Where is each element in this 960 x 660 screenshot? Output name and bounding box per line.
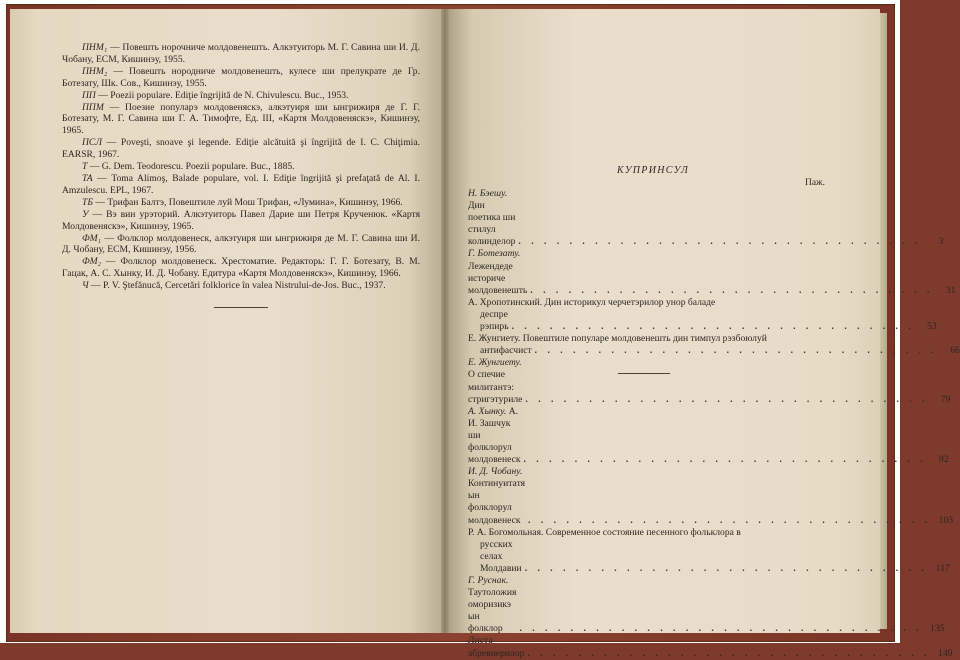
toc-entry: А. Хынку. А. И. Зашчук ши фолклорул молдовенеск . . . . . . . . . . . . . . . . . . . . . . . . . . . . . . . . 92: [468, 405, 949, 466]
toc-page-number: 149: [938, 647, 953, 659]
abbreviation-entry: Т — G. Dem. Teodorescu. Poezii populare. Buc., 1885.: [82, 161, 295, 173]
abbreviation-entry: Ч — P. V. Ştefănucă, Cercetări folklorice în valea Nistrului-de-Jos. Buc., 1937.: [82, 280, 386, 292]
toc-title: КУПРИНСУЛ: [616, 165, 690, 176]
abbreviation-entry: ПП — Poezii populare. Ediţie îngrijită de N. Chivulescu. Buc., 1953.: [82, 89, 349, 101]
toc-entry: Р. А. Богомольная. Современное состояние песенного фольклора в русских селах Молдавии . . . . . . . . . . . . . . . . . . . . . . . . . . . . . . . . 117: [468, 526, 950, 574]
toc-entry: А. Хропотинский. Дин историкул черчетэрилор унор баладе деспре рэпирь . . . . . . . . . . . . . . . . . . . . . . . . . . . . . . . . 53: [468, 296, 937, 333]
abbreviation-entry: У — Вэ вин урэторий. Алкэтуиторь Павел Дарие ши Петря Крученюк. «Картя Молдовеняскэ», Кишинэу, 1965.: [62, 208, 420, 232]
toc-list: [468, 188, 960, 660]
abbreviation-entry: ТА — Toma Alimoş, Balade populare, vol. I. Ediţie îngrijită şi prefaţată de Al. I. Amzulescu. EPL, 1967.: [62, 172, 421, 196]
toc-entry: Е. Жунгиету. Повештиле популаре молдовенешть дин тимпул рэзбоюлуй антифасчист . . . . . . . . . . . . . . . . . . . . . . . . . . . . . . . . 66: [468, 333, 960, 357]
toc-page-number: 135: [930, 623, 945, 635]
toc-entry: Н. Бэешу. Дин поетика ши стилул колинделор . . . . . . . . . . . . . . . . . . . . . . . . . . . . . . . . 3: [468, 188, 944, 248]
toc-page-number: 53: [927, 321, 937, 333]
abbreviation-entry: ПСЛ — Poveşti, snoave şi legende. Ediţie alcătuită şi îngrijită de I. C. Chiţimia. EARSR, 1967.: [62, 137, 420, 161]
abbreviation-list: [62, 42, 420, 292]
abbreviation-entry: ПНМ₁ — Повешть норочниче молдовенешть. Алкэтуиторь М. Г. Савина ши И. Д. Чобану, ЕСМ, Кишинэу, 1955.: [62, 42, 420, 65]
toc-entry: Е. Жунгиету. О спечие милитантэ: стригэтуриле . . . . . . . . . . . . . . . . . . . . . . . . . . . . . . . . 79: [468, 357, 951, 405]
book-gutter: [441, 9, 449, 633]
abbreviation-entry: ФМ₁ — Фолклор молдовенеск, алкэтуиря ши ынгрижиря де М. Г. Савина ши И. Д. Чобану, ЕСМ, Кишинэу, 1956.: [62, 232, 420, 256]
section-divider: [214, 307, 268, 308]
toc-page-number: 66: [950, 345, 960, 357]
toc-entry: И. Д. Чобану. Континуитатя ын фолклорул молдовенеск . . . . . . . . . . . . . . . . . . . . . . . . . . . . . . . . 103: [468, 466, 954, 526]
toc-entry: Г. Руснак. Таутоложия оморизикэ ын фолклор . . . . . . . . . . . . . . . . . . . . . . . . . . . . . . . . 135: [468, 575, 945, 635]
toc-page-number: 103: [938, 514, 954, 526]
abbreviation-entry: ТБ — Трифан Балтэ, Повештиле луй Мош Трифан, «Лумина», Кишинэу, 1966.: [82, 196, 403, 208]
toc-entry: Листа абревиерилор . . . . . . . . . . . . . . . . . . . . . . . . . . . . . . . . 149: [468, 635, 953, 659]
toc-page-number: 117: [935, 562, 950, 574]
toc-page-number: 31: [945, 284, 956, 296]
abbreviation-entry: ППМ — Поезие популарэ молдовеняскэ, алкэтуиря ши ынгрижиря де Г. Г. Ботезату, М. Г. Савина ши Г. А. Тимофте, Ед. III, «Картя Молдовеняскэ», Кишинэу, 1965.: [62, 101, 420, 137]
page-column-label: Паж.: [804, 178, 825, 188]
toc-page-number: 92: [939, 454, 949, 466]
abbreviation-entry: ФМ₂ — Фолклор молдовенеск. Хрестоматие. Редакторь: Г. Г. Ботезату, В. М. Гацак, А. С. Хынку, И. Д. Чобану. Едитура «Картя Молдовеняскэ», Кишинэу, 1966.: [62, 256, 421, 280]
toc-page-number: 79: [940, 393, 951, 405]
toc-entry: Г. Ботезату. Лежендеде историче молдовенешть . . . . . . . . . . . . . . . . . . . . . . . . . . . . . . . . 31: [468, 248, 956, 296]
abbreviation-entry: ПНМ₂ — Повешть нородниче молдовенешть, кулесе ши прелукрате де Гр. Ботезату, Шк. Сов., Кишинэу, 1955.: [62, 65, 420, 89]
section-divider: [618, 373, 670, 374]
toc-page-number: 3: [938, 236, 944, 248]
